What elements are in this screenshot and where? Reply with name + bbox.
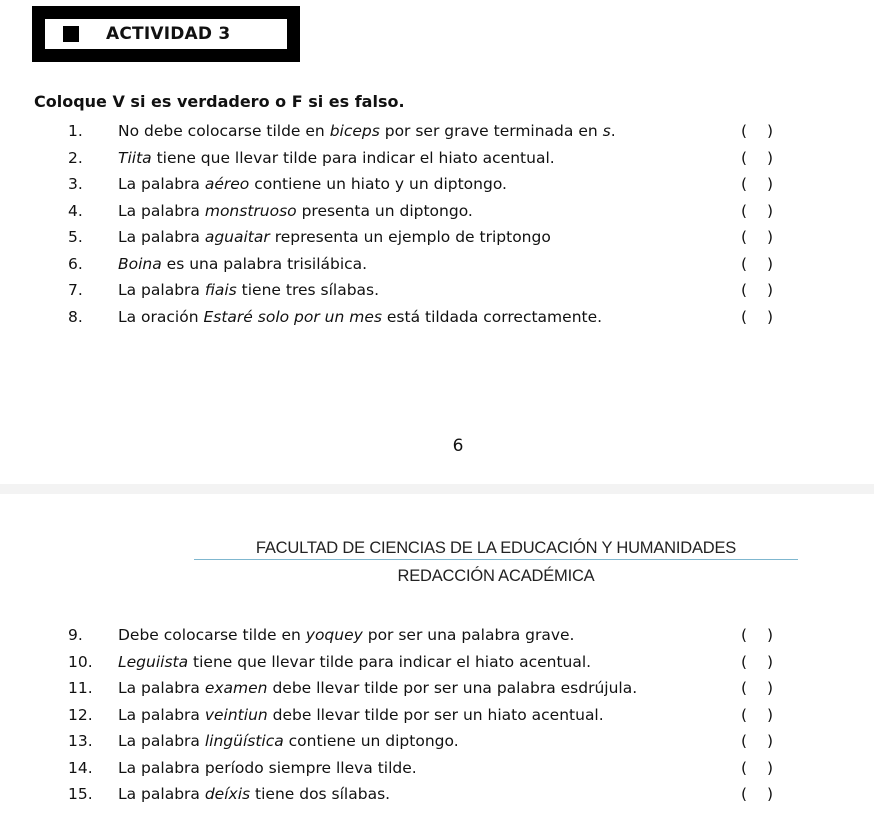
- answer-box[interactable]: [741, 224, 773, 250]
- text-segment: debe llevar tilde por ser una palabra esdrújula.: [267, 679, 638, 697]
- text-segment: tiene que llevar tilde para indicar el hiato acentual.: [151, 148, 555, 167]
- italic-term: biceps: [329, 122, 380, 140]
- answer-box[interactable]: [741, 251, 773, 277]
- question-list-bottom: [0, 622, 874, 808]
- text-segment: tiene dos sílabas.: [250, 785, 391, 803]
- question-text: [118, 171, 507, 197]
- answer-paren-open: (: [741, 626, 748, 644]
- question-number: 15.: [68, 785, 93, 803]
- question-number: 4.: [68, 201, 83, 220]
- faculty-header: FACULTAD DE CIENCIAS DE LA EDUCACIÓN Y HUMANIDADES: [194, 537, 798, 560]
- text-segment: La palabra: [118, 732, 205, 750]
- answer-box[interactable]: [741, 277, 773, 303]
- question-number: 9.: [68, 626, 83, 644]
- text-segment: contiene un hiato y un diptongo.: [249, 175, 507, 193]
- italic-term: examen: [204, 679, 268, 697]
- italic-term: aéreo: [204, 175, 250, 193]
- answer-paren-close: ): [766, 175, 773, 193]
- text-segment: está tildada correctamente.: [381, 307, 603, 326]
- text-segment: por ser una palabra grave.: [362, 626, 575, 644]
- answer-paren-close: ): [766, 679, 773, 697]
- italic-term: Estaré solo por un mes: [203, 307, 382, 326]
- question-item: [0, 145, 874, 172]
- answer-paren-close: ): [766, 148, 773, 167]
- question-item: [0, 781, 874, 808]
- text-segment: por ser grave terminada en: [379, 122, 603, 140]
- answer-paren-open: (: [741, 307, 748, 326]
- instructions-text: Coloque V si es verdadero o F si es falso.: [34, 92, 405, 111]
- question-text: [118, 251, 367, 277]
- question-item: [0, 649, 874, 676]
- question-list-top: [0, 118, 874, 330]
- square-bullet-icon: [63, 26, 79, 42]
- question-text: [118, 702, 604, 728]
- question-number: 13.: [68, 732, 93, 750]
- answer-paren-open: (: [741, 705, 748, 724]
- italic-term: aguaitar: [204, 228, 270, 246]
- question-item: [0, 171, 874, 198]
- answer-paren-open: (: [741, 785, 748, 803]
- question-number: 10.: [68, 652, 93, 671]
- question-text: [118, 304, 602, 330]
- answer-paren-open: (: [741, 281, 748, 299]
- question-item: [0, 304, 874, 331]
- text-segment: Debe colocarse tilde en: [118, 626, 306, 644]
- question-item: [0, 702, 874, 729]
- answer-paren-close: ): [766, 281, 773, 299]
- text-segment: La palabra: [118, 175, 205, 193]
- italic-term: Tiita: [118, 148, 152, 167]
- answer-paren-open: (: [741, 732, 748, 750]
- answer-box[interactable]: [741, 304, 773, 330]
- answer-paren-close: ): [766, 254, 773, 273]
- italic-term: monstruoso: [204, 201, 297, 220]
- question-number: 12.: [68, 705, 93, 724]
- answer-paren-close: ): [766, 758, 773, 777]
- question-item: [0, 198, 874, 225]
- question-text: [118, 675, 637, 701]
- answer-box[interactable]: [741, 755, 773, 781]
- answer-paren-open: (: [741, 652, 748, 671]
- answer-paren-close: ): [766, 201, 773, 220]
- italic-term: Boina: [118, 254, 162, 273]
- answer-box[interactable]: [741, 622, 773, 648]
- italic-term: s: [602, 122, 611, 140]
- question-number: 11.: [68, 679, 93, 697]
- answer-paren-open: (: [741, 122, 748, 140]
- question-text: [118, 277, 379, 303]
- text-segment: contiene un diptongo.: [283, 732, 459, 750]
- text-segment: presenta un diptongo.: [296, 201, 473, 220]
- question-text: [118, 224, 551, 250]
- answer-paren-close: ): [766, 228, 773, 246]
- italic-term: deíxis: [204, 785, 251, 803]
- answer-paren-close: ): [766, 307, 773, 326]
- question-number: 7.: [68, 281, 83, 299]
- answer-paren-close: ): [766, 122, 773, 140]
- answer-paren-open: (: [741, 201, 748, 220]
- page-separator: [0, 484, 874, 494]
- answer-box[interactable]: [741, 702, 773, 728]
- answer-paren-open: (: [741, 758, 748, 777]
- answer-box[interactable]: [741, 145, 773, 171]
- question-text: [118, 781, 390, 807]
- answer-paren-open: (: [741, 679, 748, 697]
- question-text: [118, 622, 574, 648]
- activity-title: ACTIVIDAD 3: [106, 24, 231, 44]
- answer-paren-close: ): [766, 652, 773, 671]
- page-number: 6: [452, 436, 464, 456]
- text-segment: La palabra: [118, 705, 205, 724]
- question-text: [118, 118, 616, 144]
- question-item: [0, 251, 874, 278]
- text-segment: tiene tres sílabas.: [236, 281, 380, 299]
- question-text: [118, 145, 555, 171]
- question-text: [118, 198, 473, 224]
- answer-box[interactable]: [741, 781, 773, 807]
- question-text: [118, 755, 417, 781]
- italic-term: lingüística: [204, 732, 284, 750]
- answer-box[interactable]: [741, 649, 773, 675]
- question-number: 1.: [68, 122, 83, 140]
- question-item: [0, 675, 874, 702]
- italic-term: fiais: [204, 281, 237, 299]
- answer-box[interactable]: [741, 118, 773, 144]
- text-segment: tiene que llevar tilde para indicar el hiato acentual.: [188, 652, 592, 671]
- answer-paren-open: (: [741, 254, 748, 273]
- question-item: [0, 224, 874, 251]
- answer-paren-close: ): [766, 785, 773, 803]
- text-segment: representa un ejemplo de triptongo: [269, 228, 551, 246]
- text-segment: La oración: [118, 307, 204, 326]
- question-text: [118, 649, 591, 675]
- italic-term: Leguiista: [118, 652, 189, 671]
- text-segment: La palabra período siempre lleva tilde.: [118, 758, 417, 777]
- question-item: [0, 755, 874, 782]
- text-segment: No debe colocarse tilde en: [118, 122, 330, 140]
- text-segment: La palabra: [118, 281, 205, 299]
- answer-paren-open: (: [741, 228, 748, 246]
- question-number: 8.: [68, 307, 83, 326]
- question-number: 3.: [68, 175, 83, 193]
- question-number: 5.: [68, 228, 83, 246]
- italic-term: veintiun: [204, 705, 268, 724]
- activity-title-box: [32, 6, 300, 62]
- text-segment: La palabra: [118, 679, 205, 697]
- answer-box[interactable]: [741, 728, 773, 754]
- text-segment: La palabra: [118, 228, 205, 246]
- course-header: REDACCIÓN ACADÉMICA: [397, 567, 595, 585]
- answer-paren-close: ): [766, 626, 773, 644]
- italic-term: yoquey: [305, 626, 363, 644]
- question-number: 6.: [68, 254, 83, 273]
- text-segment: .: [610, 122, 616, 140]
- question-number: 14.: [68, 758, 93, 777]
- question-number: 2.: [68, 148, 83, 167]
- activity-title-inner: [45, 19, 287, 49]
- question-text: [118, 728, 459, 754]
- answer-paren-open: (: [741, 148, 748, 167]
- text-segment: La palabra: [118, 785, 205, 803]
- answer-box[interactable]: [741, 171, 773, 197]
- answer-paren-close: ): [766, 705, 773, 724]
- question-item: [0, 118, 874, 145]
- question-item: [0, 277, 874, 304]
- answer-box[interactable]: [741, 675, 773, 701]
- text-segment: La palabra: [118, 201, 205, 220]
- answer-paren-open: (: [741, 175, 748, 193]
- text-segment: debe llevar tilde por ser un hiato acentual.: [267, 705, 604, 724]
- question-item: [0, 622, 874, 649]
- answer-box[interactable]: [741, 198, 773, 224]
- answer-paren-close: ): [766, 732, 773, 750]
- question-item: [0, 728, 874, 755]
- text-segment: es una palabra trisilábica.: [161, 254, 368, 273]
